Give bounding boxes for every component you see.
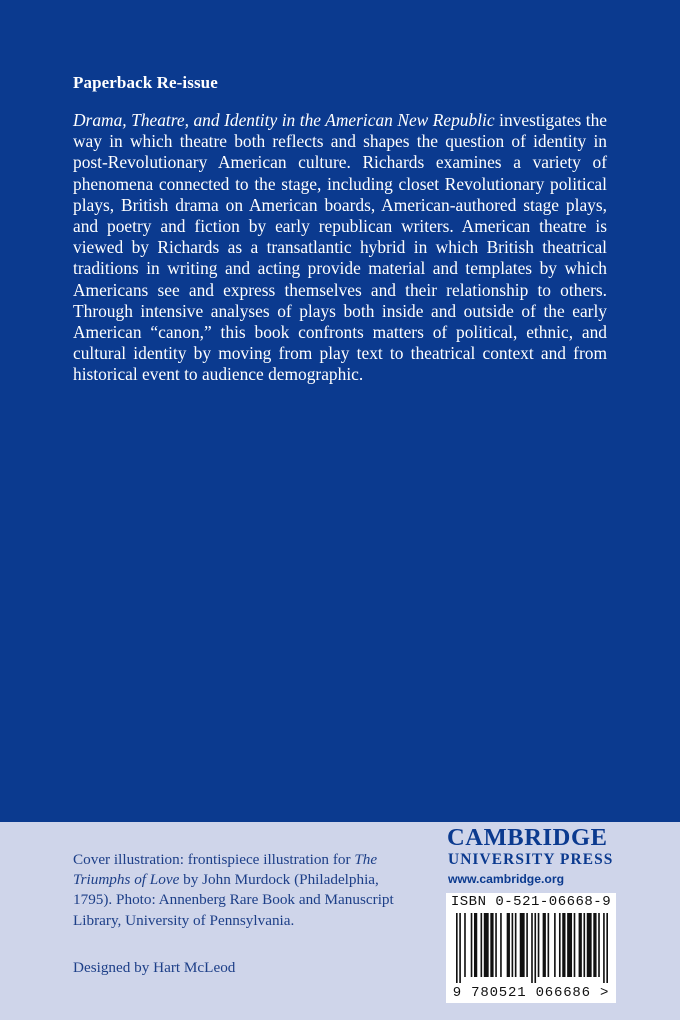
barcode-bar — [606, 913, 608, 983]
barcode-bar — [583, 913, 585, 977]
barcode-bar — [481, 913, 483, 977]
cover-credit — [73, 850, 403, 931]
barcode-bar — [567, 913, 572, 977]
barcode-bar — [515, 913, 517, 977]
barcode-bar — [507, 913, 510, 977]
barcode-bar — [512, 913, 514, 977]
barcode-bar — [474, 913, 477, 977]
barcode-bar — [598, 913, 600, 977]
description-text: investigates the way in which theatre both reflects and shapes the question of identity in post-Revolutionary American culture. Richards examines a variety of phenomena connected to the stage, including closet Revolutionary political plays, British drama on American boards, American-authored stage plays, and poetry and fiction by early republican writers. American theatre is viewed by Richards as a transatlantic hybrid in which British theatrical traditions in writing and acting provide material and templates by which Americans see and express themselves and their relationship to others. Through intensive analyses of plays both inside and outside of the early American “canon,” this book confronts matters of political, ethnic, and cultural identity by moving from play text to theatrical context and from historical event to audience demographic. — [73, 110, 608, 385]
barcode-bar — [548, 913, 550, 977]
publisher-logo: CAMBRIDGE — [447, 824, 608, 851]
barcode-bar — [562, 913, 565, 977]
barcode-bar — [520, 913, 525, 977]
ean-number: 9 780521 066686 > — [452, 985, 610, 1001]
book-title: Drama, Theatre, and Identity in the American New Republic — [73, 110, 495, 130]
cover-heading: Paperback Re-issue — [73, 73, 218, 92]
barcode-panel — [446, 893, 616, 1003]
barcode-bar — [500, 913, 502, 977]
barcode-bar — [554, 913, 556, 977]
barcode-bar — [534, 913, 536, 983]
barcode-bar — [495, 913, 497, 977]
barcode-bar — [559, 913, 561, 977]
barcode-icon — [456, 913, 608, 983]
publisher-subtitle: UNIVERSITY PRESS — [448, 851, 614, 868]
barcode-bar — [471, 913, 473, 977]
barcode-bar — [587, 913, 592, 977]
barcode-bar — [593, 913, 596, 977]
credit-work-title: The Triumphs of Love — [73, 851, 378, 889]
book-description — [73, 110, 607, 386]
barcode-bar — [574, 913, 576, 977]
credit-prefix: Cover illustration: frontispiece illustration for — [73, 851, 355, 868]
barcode-bar — [526, 913, 528, 977]
barcode-bar — [543, 913, 546, 977]
barcode-bar — [464, 913, 466, 977]
barcode-bar — [531, 913, 533, 983]
barcode-bar — [490, 913, 493, 977]
credit-suffix: by John Murdock (Philadelphia, 1795). Photo: Annenberg Rare Book and Manuscript Library, University of Pennsylvania. — [73, 871, 394, 929]
barcode-bar — [579, 913, 582, 977]
barcode-bar — [484, 913, 489, 977]
barcode-bar — [456, 913, 458, 983]
footer-band — [0, 822, 680, 1020]
publisher-url: www.cambridge.org — [448, 872, 565, 886]
isbn-number: ISBN 0-521-06668-9 — [450, 894, 612, 910]
barcode-bar — [459, 913, 461, 983]
barcode-bar — [538, 913, 540, 977]
designer-credit: Designed by Hart McLeod — [73, 959, 236, 976]
barcode-bar — [603, 913, 605, 983]
